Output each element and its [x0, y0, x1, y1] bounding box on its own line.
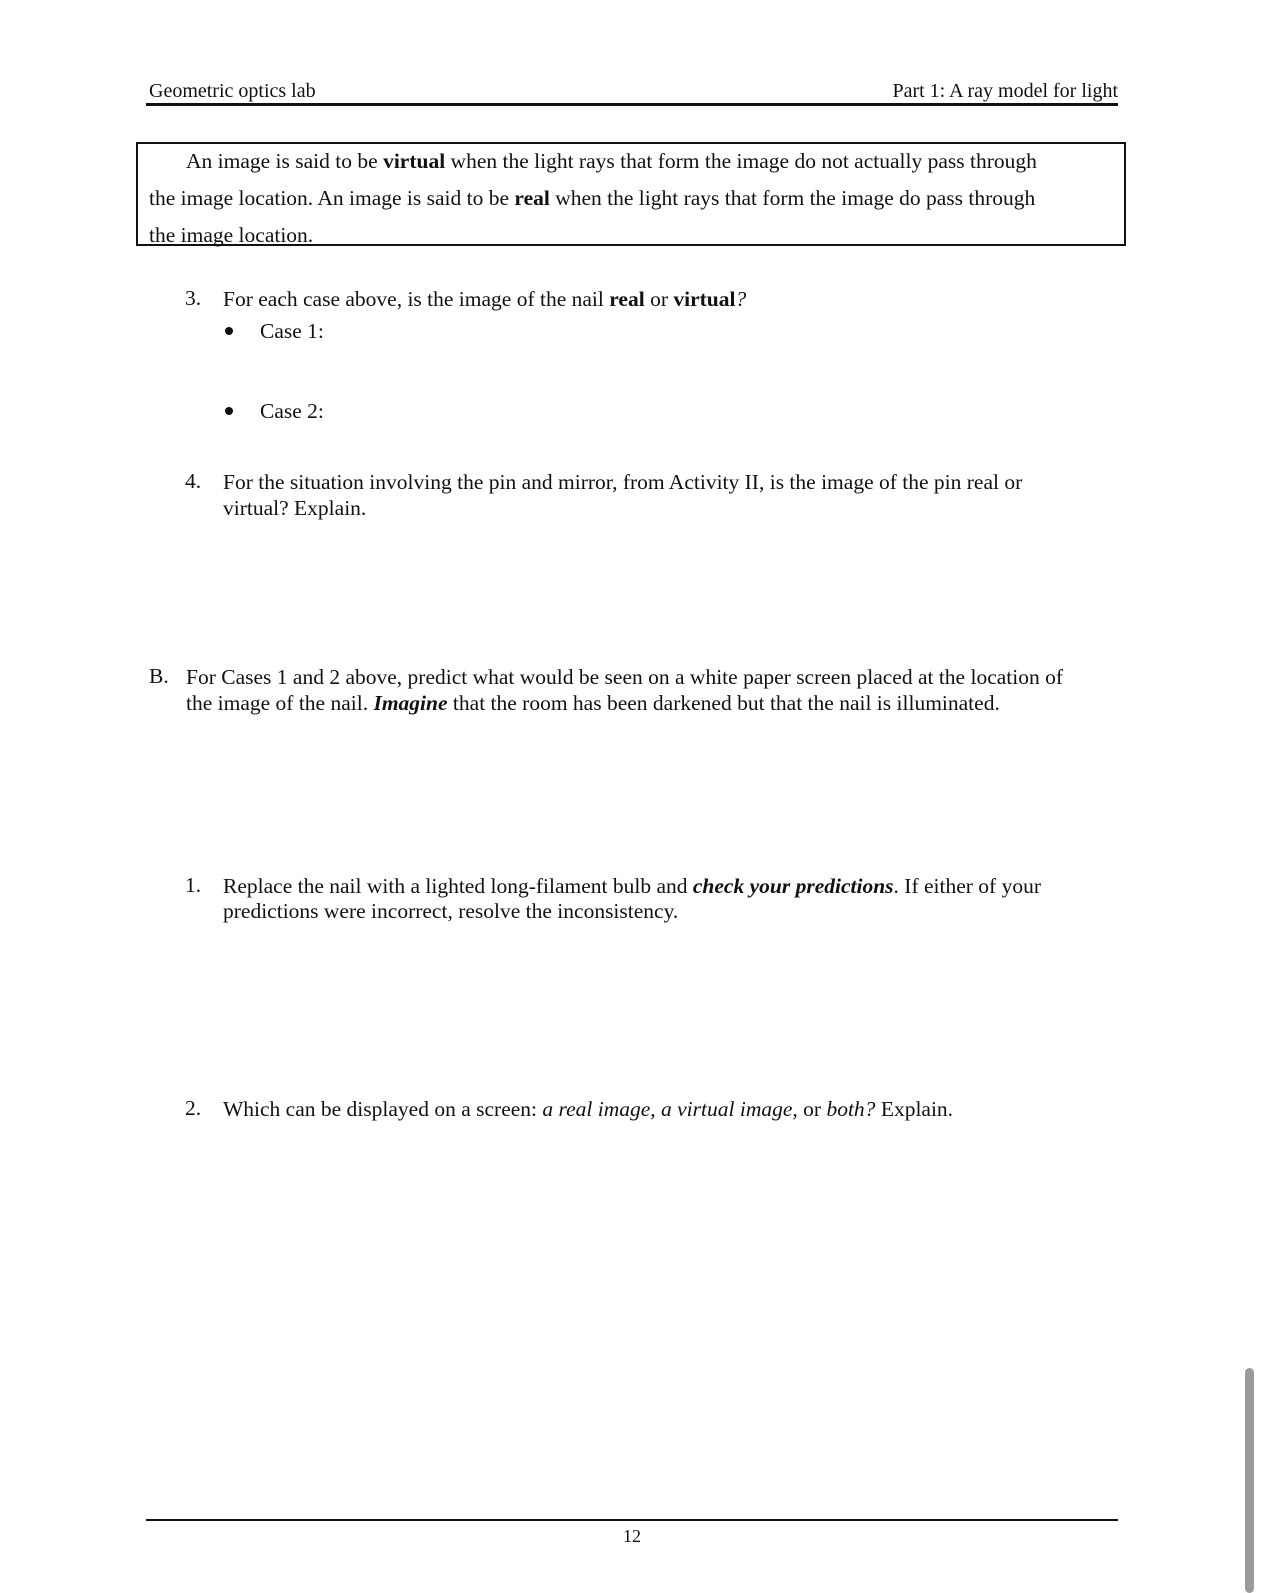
question-4-line-1: For the situation involving the pin and mirror, from Activity II, is the image of the pin real or: [223, 470, 1023, 494]
question-3-number: 3.: [185, 286, 202, 310]
vertical-scrollbar[interactable]: [1245, 1368, 1254, 1593]
question-4-number: 4.: [185, 469, 202, 493]
question-text: or: [644, 287, 674, 311]
question-b2-text: [223, 1096, 953, 1122]
definition-line-2: [149, 186, 1035, 211]
question-3-text: [223, 286, 746, 312]
term-real: real: [514, 186, 550, 210]
question-mark: ?: [735, 287, 747, 311]
term-virtual: virtual: [383, 149, 446, 173]
emphasis-check-predictions: check your predictions: [692, 874, 894, 898]
question-text: Explain.: [875, 1097, 954, 1121]
section-b-letter: B.: [149, 664, 169, 688]
question-b1-line-2: predictions were incorrect, resolve the inconsistency.: [223, 899, 679, 923]
definition-text: the image location. An image is said to be: [149, 186, 515, 210]
question-4-line-2: virtual? Explain.: [223, 496, 367, 520]
definition-text: when the light rays that form the image do pass through: [549, 186, 1036, 210]
question-b2-number: 2.: [185, 1096, 202, 1120]
case-1-label: Case 1:: [260, 319, 324, 343]
question-text: Replace the nail with a lighted long-filament bulb and: [223, 874, 693, 898]
section-text: the image of the nail.: [186, 691, 374, 715]
question-text: or: [797, 1097, 827, 1121]
section-b-line-1: For Cases 1 and 2 above, predict what would be seen on a white paper screen placed at the location of: [186, 665, 1064, 689]
question-text: Which can be displayed on a screen:: [223, 1097, 543, 1121]
footer-rule: [146, 1519, 1118, 1521]
term-real: real: [609, 287, 645, 311]
section-b-line-2: [186, 690, 1000, 716]
header-rule: [146, 103, 1118, 106]
bullet-icon: [225, 327, 233, 335]
question-b1-number: 1.: [185, 873, 202, 897]
question-text: For each case above, is the image of the nail: [223, 287, 610, 311]
page-number: 12: [623, 1526, 641, 1546]
emphasis-imagine: Imagine: [373, 691, 448, 715]
definition-line-1: [186, 149, 1037, 174]
emphasis-options: a real image, a virtual image,: [542, 1097, 798, 1121]
question-text: . If either of your: [893, 874, 1042, 898]
term-virtual: virtual: [673, 287, 736, 311]
bullet-icon: [225, 407, 233, 415]
definition-text: An image is said to be: [186, 149, 384, 173]
running-header-left: Geometric optics lab: [149, 80, 316, 102]
definition-text: when the light rays that form the image do not actually pass through: [445, 149, 1037, 173]
definition-box: [136, 142, 1126, 246]
question-b1-line-1: [223, 873, 1041, 899]
definition-line-3: the image location.: [149, 223, 314, 247]
case-2-label: Case 2:: [260, 399, 324, 423]
section-text: that the room has been darkened but that the nail is illuminated.: [447, 691, 1000, 715]
running-header-right: Part 1: A ray model for light: [892, 80, 1118, 102]
emphasis-both: both?: [826, 1097, 876, 1121]
